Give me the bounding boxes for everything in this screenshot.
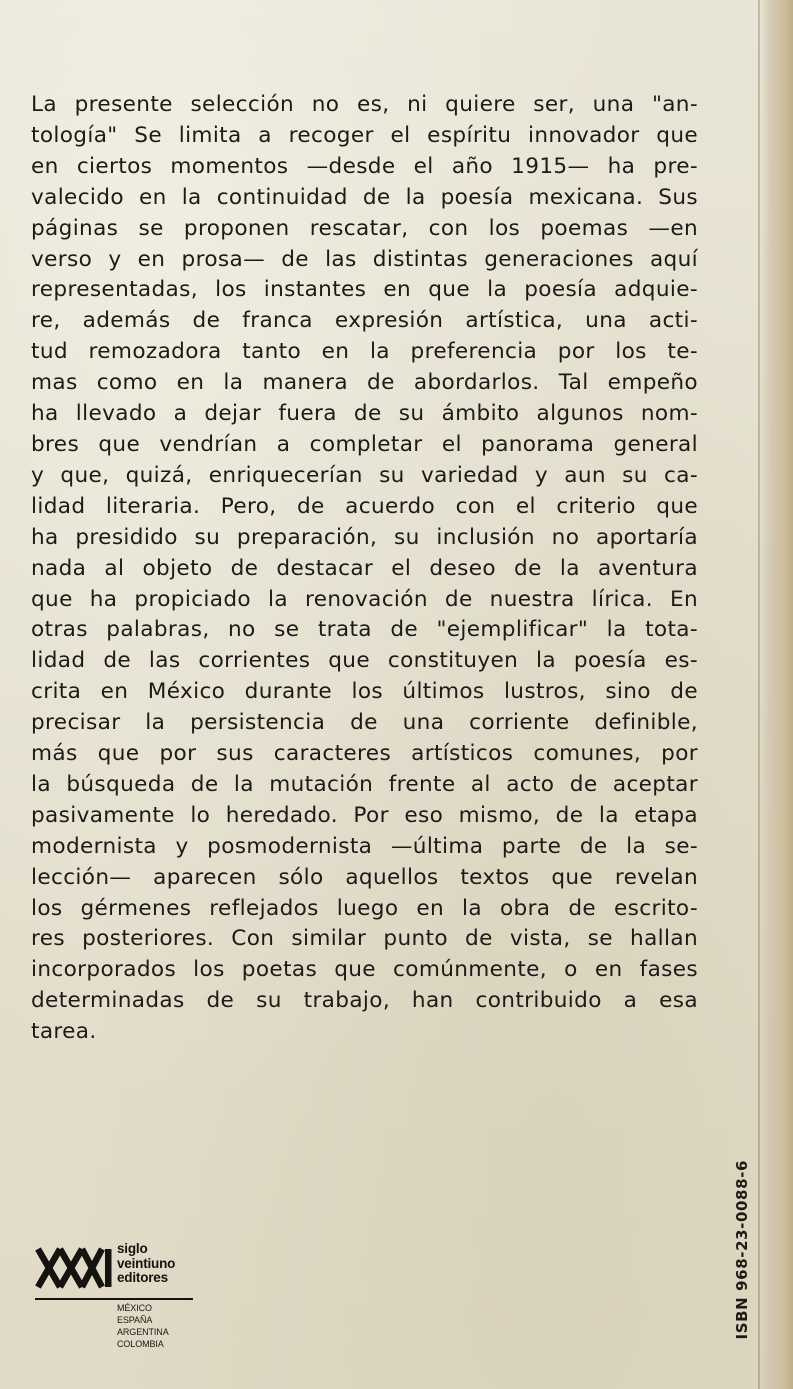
blurb-line: re, además de franca expresión artística, una acti- <box>31 308 698 334</box>
publisher-city: ESPAÑA <box>117 1315 153 1325</box>
blurb-line: que ha propiciado la renovación de nuestra lírica. En <box>31 586 698 612</box>
blurb-line: mas como en la manera de abordarlos. Tal empeño <box>31 370 698 396</box>
blurb-line: precisar la persistencia de una corriente definible, <box>31 710 698 736</box>
blurb-line: pasivamente lo heredado. Por eso mismo, de la etapa <box>31 802 698 828</box>
blurb-line: determinadas de su trabajo, han contribuido a esa <box>31 988 698 1014</box>
blurb-line: tarea. <box>31 1019 97 1045</box>
publisher-name-line: editores <box>117 1270 168 1285</box>
publisher-name-line: veintiuno <box>117 1255 176 1271</box>
blurb-line: lección— aparecen sólo aquellos textos que revelan <box>31 864 698 890</box>
blurb-line: lidad literaria. Pero, de acuerdo con el criterio que <box>31 493 698 519</box>
spine-crease <box>758 0 760 1389</box>
blurb-line: los gérmenes reflejados luego en la obra de escrito- <box>31 895 698 921</box>
blurb-line: ha llevado a dejar fuera de su ámbito algunos nom- <box>31 401 698 427</box>
publisher-name-line: siglo <box>117 1241 148 1256</box>
blurb-line: res posteriores. Con similar punto de vista, se hallan <box>31 926 698 952</box>
publisher-city: MÉXICO <box>117 1303 152 1313</box>
publisher-city: COLOMBIA <box>117 1339 164 1349</box>
blurb-line: lidad de las corrientes que constituyen la poesía es- <box>31 648 698 674</box>
blurb-line: tología" Se limita a recoger el espíritu innovador que <box>31 122 698 148</box>
blurb-line: más que por sus caracteres artísticos comunes, por <box>31 741 698 767</box>
blurb-line: tud remozadora tanto en la preferencia por los te- <box>31 339 698 365</box>
blurb-line: ha presidido su preparación, su inclusión no aportaría <box>31 524 698 550</box>
blurb-line: otras palabras, no se trata de "ejemplificar" la tota- <box>31 617 698 643</box>
publisher-name <box>117 1242 175 1286</box>
blurb-line: representadas, los instantes en que la poesía adquie- <box>31 277 698 303</box>
blurb-line: la búsqueda de la mutación frente al acto de aceptar <box>31 771 698 797</box>
blurb-line: y que, quizá, enriquecerían su variedad y aun su ca- <box>31 462 698 488</box>
blurb-line: bres que vendrían a completar el panorama general <box>31 431 698 457</box>
publisher-cities <box>117 1302 169 1350</box>
blurb-line: páginas se proponen rescatar, con los poemas —en <box>31 215 698 241</box>
book-spine-edge <box>759 0 793 1389</box>
blurb-line: modernista y posmodernista —última parte de la se- <box>31 833 698 859</box>
blurb-text <box>31 90 698 1048</box>
siglo-xxi-logo-icon <box>35 1246 113 1290</box>
blurb-line: en ciertos momentos —desde el año 1915— ha pre- <box>31 153 698 179</box>
logo-divider <box>35 1298 193 1300</box>
publisher-logo <box>35 1242 205 1362</box>
blurb-line: La presente selección no es, ni quiere ser, una "an- <box>31 92 698 117</box>
blurb-line: verso y en prosa— de las distintas generaciones aquí <box>31 246 698 272</box>
blurb-line: incorporados los poetas que comúnmente, o en fases <box>31 957 698 983</box>
blurb-line: nada al objeto de destacar el deseo de la aventura <box>31 555 698 581</box>
blurb-line: crita en México durante los últimos lustros, sino de <box>31 679 698 705</box>
isbn-label: ISBN 968-23-0088-6 <box>733 1160 751 1340</box>
blurb-line: valecido en la continuidad de la poesía mexicana. Sus <box>31 184 698 210</box>
publisher-city: ARGENTINA <box>117 1327 169 1337</box>
